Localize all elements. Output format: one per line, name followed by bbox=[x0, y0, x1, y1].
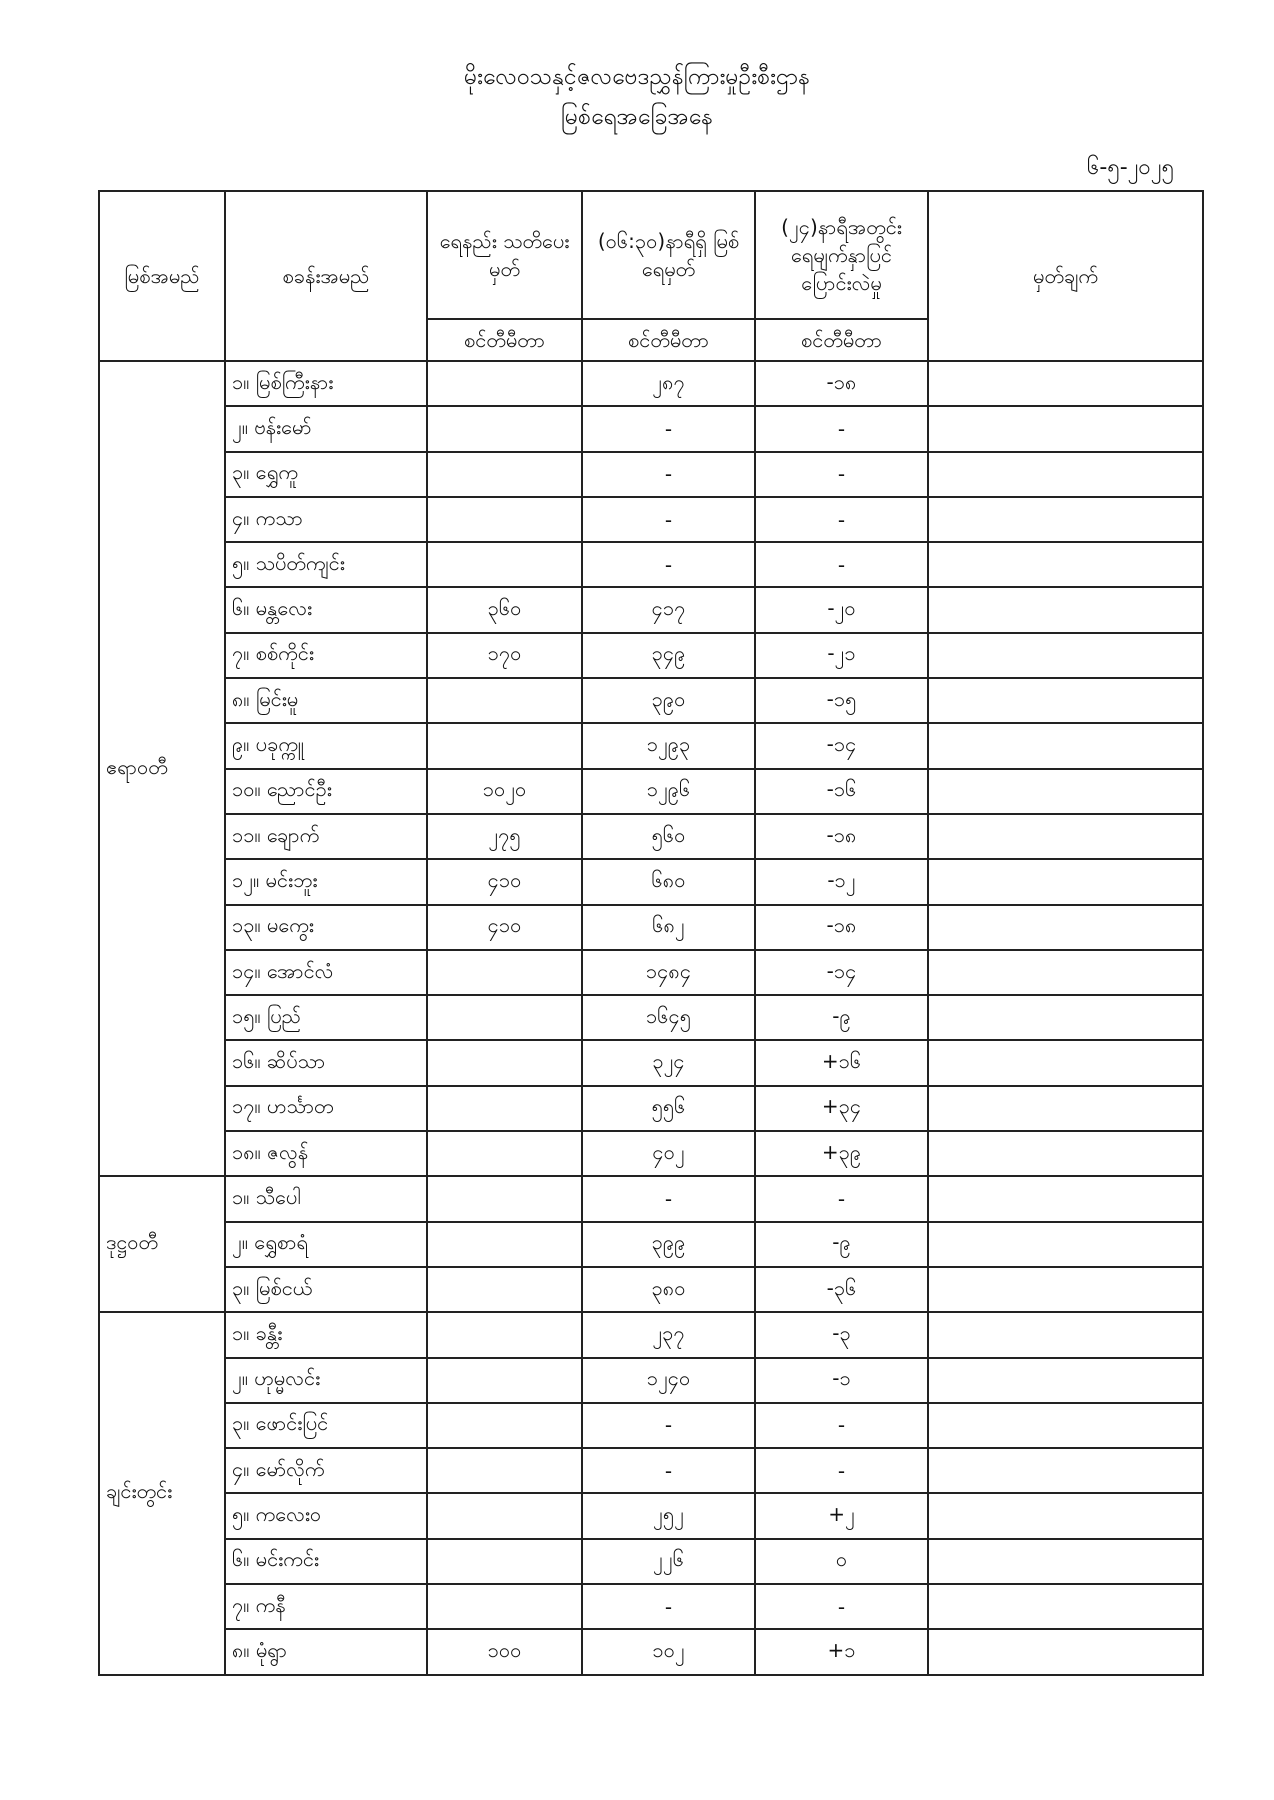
level-change-cell: -၁၄ bbox=[755, 950, 928, 995]
table-row bbox=[99, 814, 1203, 859]
water-level-cell: ၅၆၀ bbox=[582, 814, 755, 859]
remarks-cell bbox=[928, 1493, 1203, 1538]
table-row bbox=[99, 497, 1203, 542]
station-name-cell: ၆။ မန္တလေး bbox=[225, 587, 427, 632]
warning-level-cell bbox=[427, 950, 582, 995]
level-change-cell: - bbox=[755, 1448, 928, 1493]
col-header-river: မြစ်အမည် bbox=[99, 191, 225, 361]
remarks-cell bbox=[928, 542, 1203, 587]
station-name-cell: ၅။ သပိတ်ကျင်း bbox=[225, 542, 427, 587]
warning-level-cell: ၃၆၀ bbox=[427, 587, 582, 632]
level-change-cell: -၁၂ bbox=[755, 859, 928, 904]
unit-label-level: စင်တီမီတာ bbox=[582, 319, 755, 361]
warning-level-cell bbox=[427, 1131, 582, 1176]
station-name-cell: ၁၀။ ညောင်ဦး bbox=[225, 769, 427, 814]
station-name-cell: ၁၃။ မကွေး bbox=[225, 905, 427, 950]
table-row bbox=[99, 1358, 1203, 1403]
station-name-cell: ၁၁။ ချောက် bbox=[225, 814, 427, 859]
water-level-cell: ၁၀၂ bbox=[582, 1629, 755, 1674]
water-level-cell: ၃၂၄ bbox=[582, 1040, 755, 1085]
report-date: ၆-၅-၂၀၂၅ bbox=[1087, 155, 1174, 180]
warning-level-cell bbox=[427, 678, 582, 723]
level-change-cell: -၁၈ bbox=[755, 814, 928, 859]
water-level-cell: ၁၄၈၄ bbox=[582, 950, 755, 995]
warning-level-cell bbox=[427, 406, 582, 451]
water-level-cell: ၄၁၇ bbox=[582, 587, 755, 632]
water-level-cell: - bbox=[582, 542, 755, 587]
warning-level-cell: ၁၇၀ bbox=[427, 633, 582, 678]
station-name-cell: ၁၇။ ဟင်္သာတ bbox=[225, 1086, 427, 1131]
water-level-cell: ၁၂၄၀ bbox=[582, 1358, 755, 1403]
remarks-cell bbox=[928, 769, 1203, 814]
warning-level-cell: ၄၁၀ bbox=[427, 905, 582, 950]
level-change-cell: -၂၁ bbox=[755, 633, 928, 678]
warning-level-cell: ၄၁၀ bbox=[427, 859, 582, 904]
water-level-cell: ၂၂၆ bbox=[582, 1539, 755, 1584]
table-row bbox=[99, 905, 1203, 950]
level-change-cell: - bbox=[755, 452, 928, 497]
water-level-cell: - bbox=[582, 1448, 755, 1493]
station-name-cell: ၁၄။ အောင်လံ bbox=[225, 950, 427, 995]
table-row bbox=[99, 678, 1203, 723]
warning-level-cell bbox=[427, 723, 582, 768]
level-change-cell: ၀ bbox=[755, 1539, 928, 1584]
level-change-cell: +၂ bbox=[755, 1493, 928, 1538]
station-name-cell: ၄။ ကသာ bbox=[225, 497, 427, 542]
station-name-cell: ၁၂။ မင်းဘူး bbox=[225, 859, 427, 904]
table-body bbox=[99, 361, 1203, 1675]
station-name-cell: ၂။ ဗန်းမော် bbox=[225, 406, 427, 451]
level-change-cell: -၁၆ bbox=[755, 769, 928, 814]
warning-level-cell bbox=[427, 1448, 582, 1493]
station-name-cell: ၉။ ပခုက္ကူ bbox=[225, 723, 427, 768]
water-level-cell: - bbox=[582, 1176, 755, 1221]
table-row bbox=[99, 361, 1203, 406]
warning-level-cell bbox=[427, 542, 582, 587]
table-row bbox=[99, 1312, 1203, 1357]
warning-level-cell bbox=[427, 497, 582, 542]
water-level-cell: - bbox=[582, 1403, 755, 1448]
station-name-cell: ၁။ မြစ်ကြီးနား bbox=[225, 361, 427, 406]
water-level-cell: - bbox=[582, 497, 755, 542]
water-level-cell: ၅၅၆ bbox=[582, 1086, 755, 1131]
col-header-warning-level: ရေနည်း သတိပေးမှတ် bbox=[427, 191, 582, 319]
warning-level-cell: ၂၇၅ bbox=[427, 814, 582, 859]
remarks-cell bbox=[928, 723, 1203, 768]
table-row bbox=[99, 1176, 1203, 1221]
remarks-cell bbox=[928, 814, 1203, 859]
table-row bbox=[99, 1040, 1203, 1085]
river-name-cell: ဧရာဝတီ bbox=[99, 361, 225, 1176]
warning-level-cell: ၁၀၂၀ bbox=[427, 769, 582, 814]
level-change-cell: -၂၀ bbox=[755, 587, 928, 632]
remarks-cell bbox=[928, 905, 1203, 950]
remarks-cell bbox=[928, 678, 1203, 723]
water-level-cell: ၆၈၂ bbox=[582, 905, 755, 950]
warning-level-cell bbox=[427, 1493, 582, 1538]
warning-level-cell bbox=[427, 1222, 582, 1267]
level-change-cell: -၁၅ bbox=[755, 678, 928, 723]
level-change-cell: +၃၄ bbox=[755, 1086, 928, 1131]
water-level-cell: ၂၃၇ bbox=[582, 1312, 755, 1357]
warning-level-cell bbox=[427, 995, 582, 1040]
water-level-cell: ၃၉၉ bbox=[582, 1222, 755, 1267]
remarks-cell bbox=[928, 1176, 1203, 1221]
col-header-water-level: (၀၆:၃၀)နာရီရှိ မြစ်ရေမှတ် bbox=[582, 191, 755, 319]
remarks-cell bbox=[928, 452, 1203, 497]
warning-level-cell: ၁၀၀ bbox=[427, 1629, 582, 1674]
warning-level-cell bbox=[427, 361, 582, 406]
table-row bbox=[99, 1403, 1203, 1448]
table-row bbox=[99, 1131, 1203, 1176]
level-change-cell: -၉ bbox=[755, 995, 928, 1040]
level-change-cell: - bbox=[755, 1584, 928, 1629]
remarks-cell bbox=[928, 1539, 1203, 1584]
station-name-cell: ၄။ မော်လိုက် bbox=[225, 1448, 427, 1493]
remarks-cell bbox=[928, 1040, 1203, 1085]
remarks-cell bbox=[928, 1358, 1203, 1403]
warning-level-cell bbox=[427, 1086, 582, 1131]
water-level-cell: ၁၂၉၃ bbox=[582, 723, 755, 768]
station-name-cell: ၁။ သီပေါ bbox=[225, 1176, 427, 1221]
warning-level-cell bbox=[427, 1176, 582, 1221]
warning-level-cell bbox=[427, 1040, 582, 1085]
warning-level-cell bbox=[427, 1358, 582, 1403]
table-row bbox=[99, 950, 1203, 995]
table-row bbox=[99, 452, 1203, 497]
table-row bbox=[99, 633, 1203, 678]
water-level-cell: ၂၈၇ bbox=[582, 361, 755, 406]
water-level-cell: ၃၄၉ bbox=[582, 633, 755, 678]
document-title: မိုးလေဝသနှင့်ဇလဗေဒညွှန်ကြားမှုဦးစီးဌာန bbox=[463, 64, 811, 90]
remarks-cell bbox=[928, 1629, 1203, 1674]
station-name-cell: ၃။ ရွှေကူ bbox=[225, 452, 427, 497]
remarks-cell bbox=[928, 633, 1203, 678]
level-change-cell: - bbox=[755, 542, 928, 587]
level-change-cell: - bbox=[755, 1176, 928, 1221]
table-row bbox=[99, 769, 1203, 814]
warning-level-cell bbox=[427, 1539, 582, 1584]
water-level-cell: - bbox=[582, 406, 755, 451]
station-name-cell: ၁၈။ ဇလွန် bbox=[225, 1131, 427, 1176]
level-change-cell: -၁၄ bbox=[755, 723, 928, 768]
level-change-cell: -၁၈ bbox=[755, 361, 928, 406]
remarks-cell bbox=[928, 1222, 1203, 1267]
table-row bbox=[99, 542, 1203, 587]
remarks-cell bbox=[928, 1312, 1203, 1357]
remarks-cell bbox=[928, 1086, 1203, 1131]
warning-level-cell bbox=[427, 1312, 582, 1357]
col-header-station: စခန်းအမည် bbox=[225, 191, 427, 361]
river-name-cell: ဒုဋ္ဌဝတီ bbox=[99, 1176, 225, 1312]
station-name-cell: ၇။ စစ်ကိုင်း bbox=[225, 633, 427, 678]
river-name-cell: ချင်းတွင်း bbox=[99, 1312, 225, 1674]
station-name-cell: ၂။ ဟုမ္မလင်း bbox=[225, 1358, 427, 1403]
table-row bbox=[99, 1267, 1203, 1312]
col-header-24h-change: (၂၄)နာရီအတွင်း ရေမျက်နှာပြင် ပြောင်းလဲမှု bbox=[755, 191, 928, 319]
water-level-cell: ၃၈၀ bbox=[582, 1267, 755, 1312]
table-row bbox=[99, 587, 1203, 632]
remarks-cell bbox=[928, 1131, 1203, 1176]
station-name-cell: ၁၆။ ဆိပ်သာ bbox=[225, 1040, 427, 1085]
level-change-cell: -၃ bbox=[755, 1312, 928, 1357]
water-level-cell: - bbox=[582, 1584, 755, 1629]
remarks-cell bbox=[928, 1448, 1203, 1493]
station-name-cell: ၅။ ကလေးဝ bbox=[225, 1493, 427, 1538]
remarks-cell bbox=[928, 995, 1203, 1040]
warning-level-cell bbox=[427, 1584, 582, 1629]
table-row bbox=[99, 1222, 1203, 1267]
level-change-cell: -၁ bbox=[755, 1358, 928, 1403]
station-name-cell: ၆။ မင်းကင်း bbox=[225, 1539, 427, 1584]
water-level-cell: ၂၅၂ bbox=[582, 1493, 755, 1538]
document-subtitle: မြစ်ရေအခြေအနေ bbox=[561, 104, 713, 130]
remarks-cell bbox=[928, 1584, 1203, 1629]
remarks-cell bbox=[928, 587, 1203, 632]
table-row bbox=[99, 1086, 1203, 1131]
station-name-cell: ၈။ မုံရွာ bbox=[225, 1629, 427, 1674]
station-name-cell: ၇။ ကနီ bbox=[225, 1584, 427, 1629]
level-change-cell: - bbox=[755, 497, 928, 542]
remarks-cell bbox=[928, 859, 1203, 904]
water-level-cell: ၃၉၀ bbox=[582, 678, 755, 723]
table-row bbox=[99, 1539, 1203, 1584]
river-level-table bbox=[98, 190, 1204, 1676]
station-name-cell: ၁။ ခန္တီး bbox=[225, 1312, 427, 1357]
level-change-cell: +၁ bbox=[755, 1629, 928, 1674]
remarks-cell bbox=[928, 1267, 1203, 1312]
table-row bbox=[99, 1448, 1203, 1493]
remarks-cell bbox=[928, 1403, 1203, 1448]
level-change-cell: +၃၉ bbox=[755, 1131, 928, 1176]
remarks-cell bbox=[928, 361, 1203, 406]
warning-level-cell bbox=[427, 452, 582, 497]
warning-level-cell bbox=[427, 1403, 582, 1448]
water-level-cell: ၁၂၉၆ bbox=[582, 769, 755, 814]
table-row bbox=[99, 1629, 1203, 1674]
table-row bbox=[99, 1493, 1203, 1538]
station-name-cell: ၃။ မြစ်ငယ် bbox=[225, 1267, 427, 1312]
station-name-cell: ၃။ ဖောင်းပြင် bbox=[225, 1403, 427, 1448]
station-name-cell: ၂။ ရွှေစာရံ bbox=[225, 1222, 427, 1267]
level-change-cell: -၁၈ bbox=[755, 905, 928, 950]
table-row bbox=[99, 995, 1203, 1040]
remarks-cell bbox=[928, 950, 1203, 995]
level-change-cell: +၁၆ bbox=[755, 1040, 928, 1085]
table-row bbox=[99, 1584, 1203, 1629]
table-row bbox=[99, 859, 1203, 904]
table-row bbox=[99, 406, 1203, 451]
water-level-cell: ၆၈၀ bbox=[582, 859, 755, 904]
warning-level-cell bbox=[427, 1267, 582, 1312]
water-level-cell: - bbox=[582, 452, 755, 497]
table-row bbox=[99, 723, 1203, 768]
level-change-cell: -၃၆ bbox=[755, 1267, 928, 1312]
col-header-remarks: မှတ်ချက် bbox=[928, 191, 1203, 361]
station-name-cell: ၈။ မြင်းမူ bbox=[225, 678, 427, 723]
level-change-cell: - bbox=[755, 406, 928, 451]
water-level-cell: ၄၀၂ bbox=[582, 1131, 755, 1176]
water-level-cell: ၁၆၄၅ bbox=[582, 995, 755, 1040]
unit-label-change: စင်တီမီတာ bbox=[755, 319, 928, 361]
remarks-cell bbox=[928, 406, 1203, 451]
station-name-cell: ၁၅။ ပြည် bbox=[225, 995, 427, 1040]
remarks-cell bbox=[928, 497, 1203, 542]
level-change-cell: -၉ bbox=[755, 1222, 928, 1267]
unit-label-warning: စင်တီမီတာ bbox=[427, 319, 582, 361]
level-change-cell: - bbox=[755, 1403, 928, 1448]
